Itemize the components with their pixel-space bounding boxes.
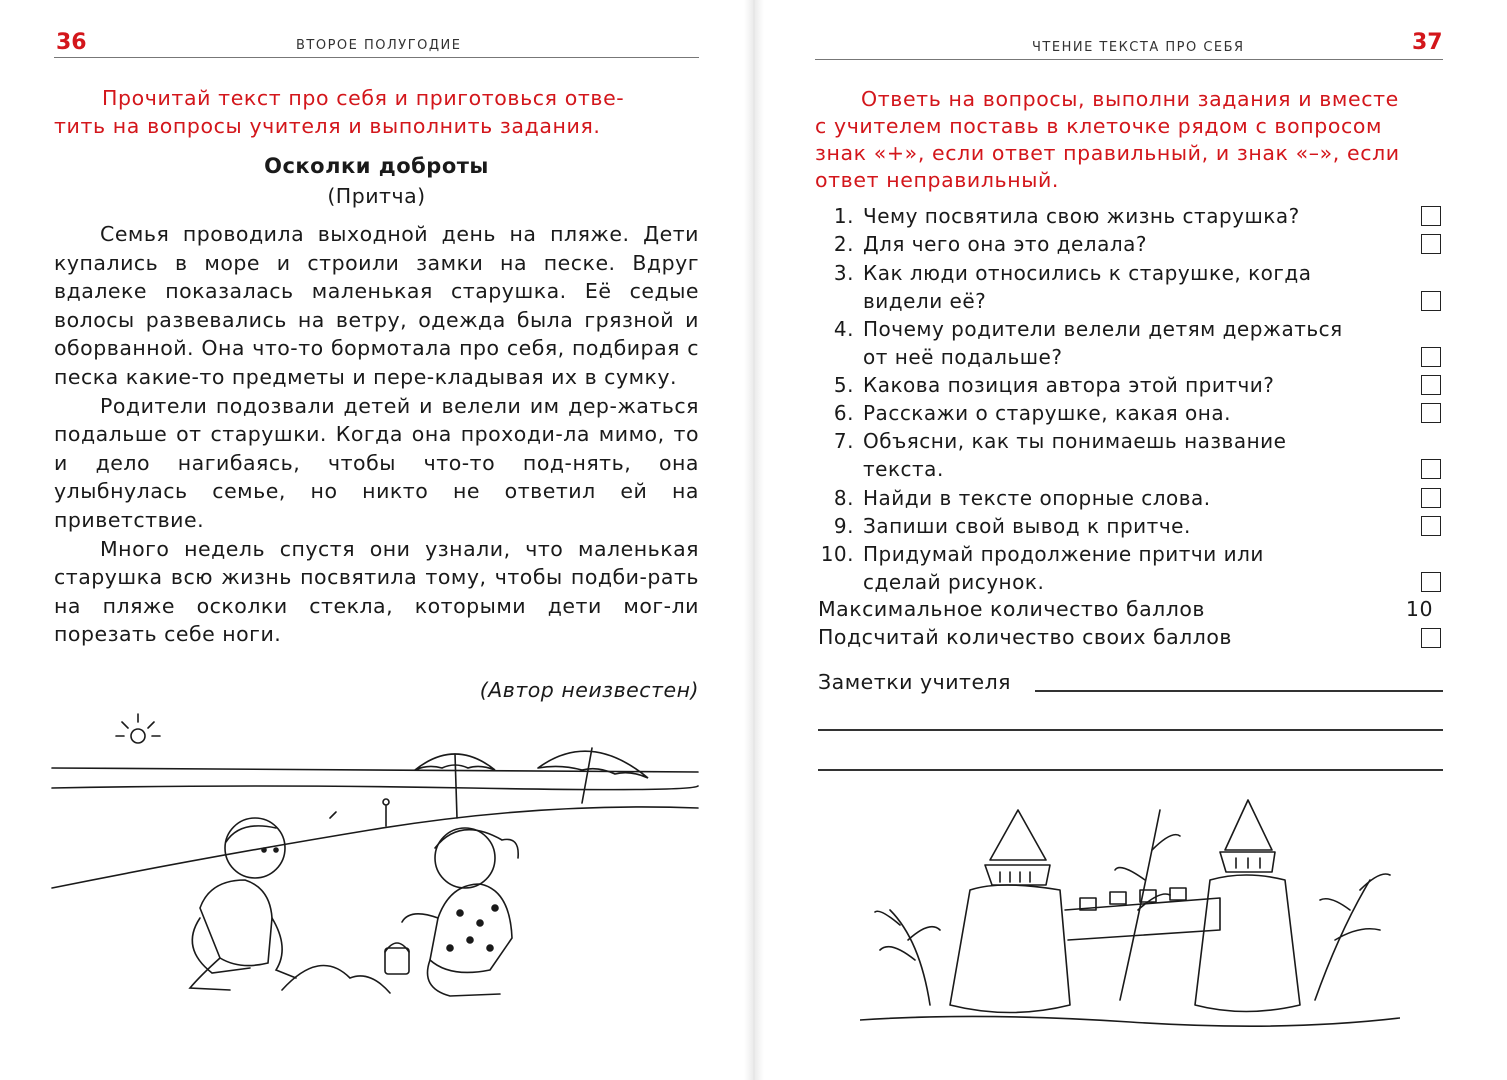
question-number: 6. (833, 401, 854, 425)
max-score-value: 10 (1405, 597, 1433, 621)
question-text: Расскажи о старушке, какая она. (863, 401, 1231, 425)
story-author: (Автор неизвестен) (479, 678, 699, 702)
book-gutter (744, 0, 764, 1080)
page-number-left: 36 (56, 30, 87, 55)
answer-checkbox[interactable] (1421, 291, 1441, 311)
page-number-right: 37 (1412, 30, 1443, 55)
instruction-line: с учителем поставь в клеточке рядом с вопросом (815, 114, 1383, 138)
running-head-left: ВТОРОЕ ПОЛУГОДИЕ (296, 38, 462, 53)
instruction-line: знак «+», если ответ правильный, и знак «–», если (815, 141, 1400, 165)
instruction-line: ответ неправильный. (815, 168, 1060, 192)
story-paragraph: Много недель спустя они узнали, что маленькая старушка всю жизнь посвятила тому, чтобы подби-рать на пляже осколки стекла, которыми дети мог-ли порезать себе ноги. (54, 536, 699, 647)
answer-checkbox[interactable] (1421, 403, 1441, 423)
question-number: 5. (833, 373, 854, 397)
question-text: от неё подальше? (863, 345, 1063, 369)
instruction-line: тить на вопросы учителя и выполнить задания. (54, 114, 601, 138)
instruction-line: Ответь на вопросы, выполни задания и вместе (861, 87, 1399, 111)
count-score-label: Подсчитай количество своих баллов (818, 625, 1233, 649)
reading-instruction (54, 84, 704, 140)
teacher-notes-line[interactable] (818, 769, 1443, 771)
question-number: 1. (833, 204, 854, 228)
teacher-notes-line[interactable] (818, 729, 1443, 731)
question-text: Объясни, как ты понимаешь название (863, 429, 1287, 453)
answer-checkbox[interactable] (1421, 572, 1441, 592)
beach-scene-illustration (50, 708, 700, 1008)
teacher-notes-label: Заметки учителя (818, 670, 1012, 694)
answer-checkbox[interactable] (1421, 459, 1441, 479)
question-text: Запиши свой вывод к притче. (863, 514, 1191, 538)
story-paragraph: Родители подозвали детей и велели им дер-жаться подальше от старушки. Когда она проходи-ла мимо, то и дело нагибаясь, чтобы что-то под-нять, она улыбнулась семье, но никто не ответил ей на приветствие. (54, 393, 699, 532)
story-text (54, 220, 699, 649)
question-number: 7. (833, 429, 854, 453)
question-text: Найди в тексте опорные слова. (863, 486, 1211, 510)
question-number: 4. (833, 317, 854, 341)
question-text: Как люди относились к старушке, когда (863, 261, 1312, 285)
answer-checkbox[interactable] (1421, 375, 1441, 395)
question-number: 10. (820, 542, 854, 566)
question-text: Чему посвятила свою жизнь старушка? (863, 204, 1300, 228)
question-number: 2. (833, 232, 854, 256)
answer-checkbox[interactable] (1421, 347, 1441, 367)
teacher-notes-line[interactable] (1035, 690, 1443, 692)
answer-checkbox[interactable] (1421, 206, 1441, 226)
question-text: сделай рисунок. (863, 570, 1045, 594)
max-score-label: Максимальное количество баллов (818, 597, 1205, 621)
question-number: 3. (833, 261, 854, 285)
question-text: Для чего она это делала? (863, 232, 1147, 256)
question-text: видели её? (863, 289, 987, 313)
question-text: Придумай продолжение притчи или (863, 542, 1264, 566)
question-text: Какова позиция автора этой притчи? (863, 373, 1275, 397)
sand-castle-illustration (860, 790, 1400, 1030)
question-text: текста. (863, 457, 944, 481)
story-title: Осколки доброты (264, 154, 489, 178)
header-rule-left (54, 57, 699, 58)
score-checkbox[interactable] (1421, 628, 1441, 648)
max-score-row (818, 597, 1443, 621)
instruction-line: Прочитай текст про себя и приготовься отве- (102, 86, 625, 110)
question-number: 9. (833, 514, 854, 538)
story-paragraph: Семья проводила выходной день на пляже. Дети купались в море и строили замки на песке. Вдруг вдалеке показалась маленькая старушка. Её седые волосы развевались на ветру, одежда была грязной и оборванной. Она что-то бормотала про себя, подбирая с песка какие-то предметы и пере-кладывая их в сумку. (54, 222, 699, 389)
count-score-row (818, 625, 1443, 649)
answer-checkbox[interactable] (1421, 488, 1441, 508)
answer-checkbox[interactable] (1421, 516, 1441, 536)
header-rule-right (815, 59, 1443, 60)
question-text: Почему родители велели детям держаться (863, 317, 1343, 341)
story-subtitle: (Притча) (327, 184, 426, 208)
question-number: 8. (833, 486, 854, 510)
running-head-right: ЧТЕНИЕ ТЕКСТА ПРО СЕБЯ (1032, 40, 1245, 55)
questions-instruction (815, 86, 1443, 194)
answer-checkbox[interactable] (1421, 234, 1441, 254)
